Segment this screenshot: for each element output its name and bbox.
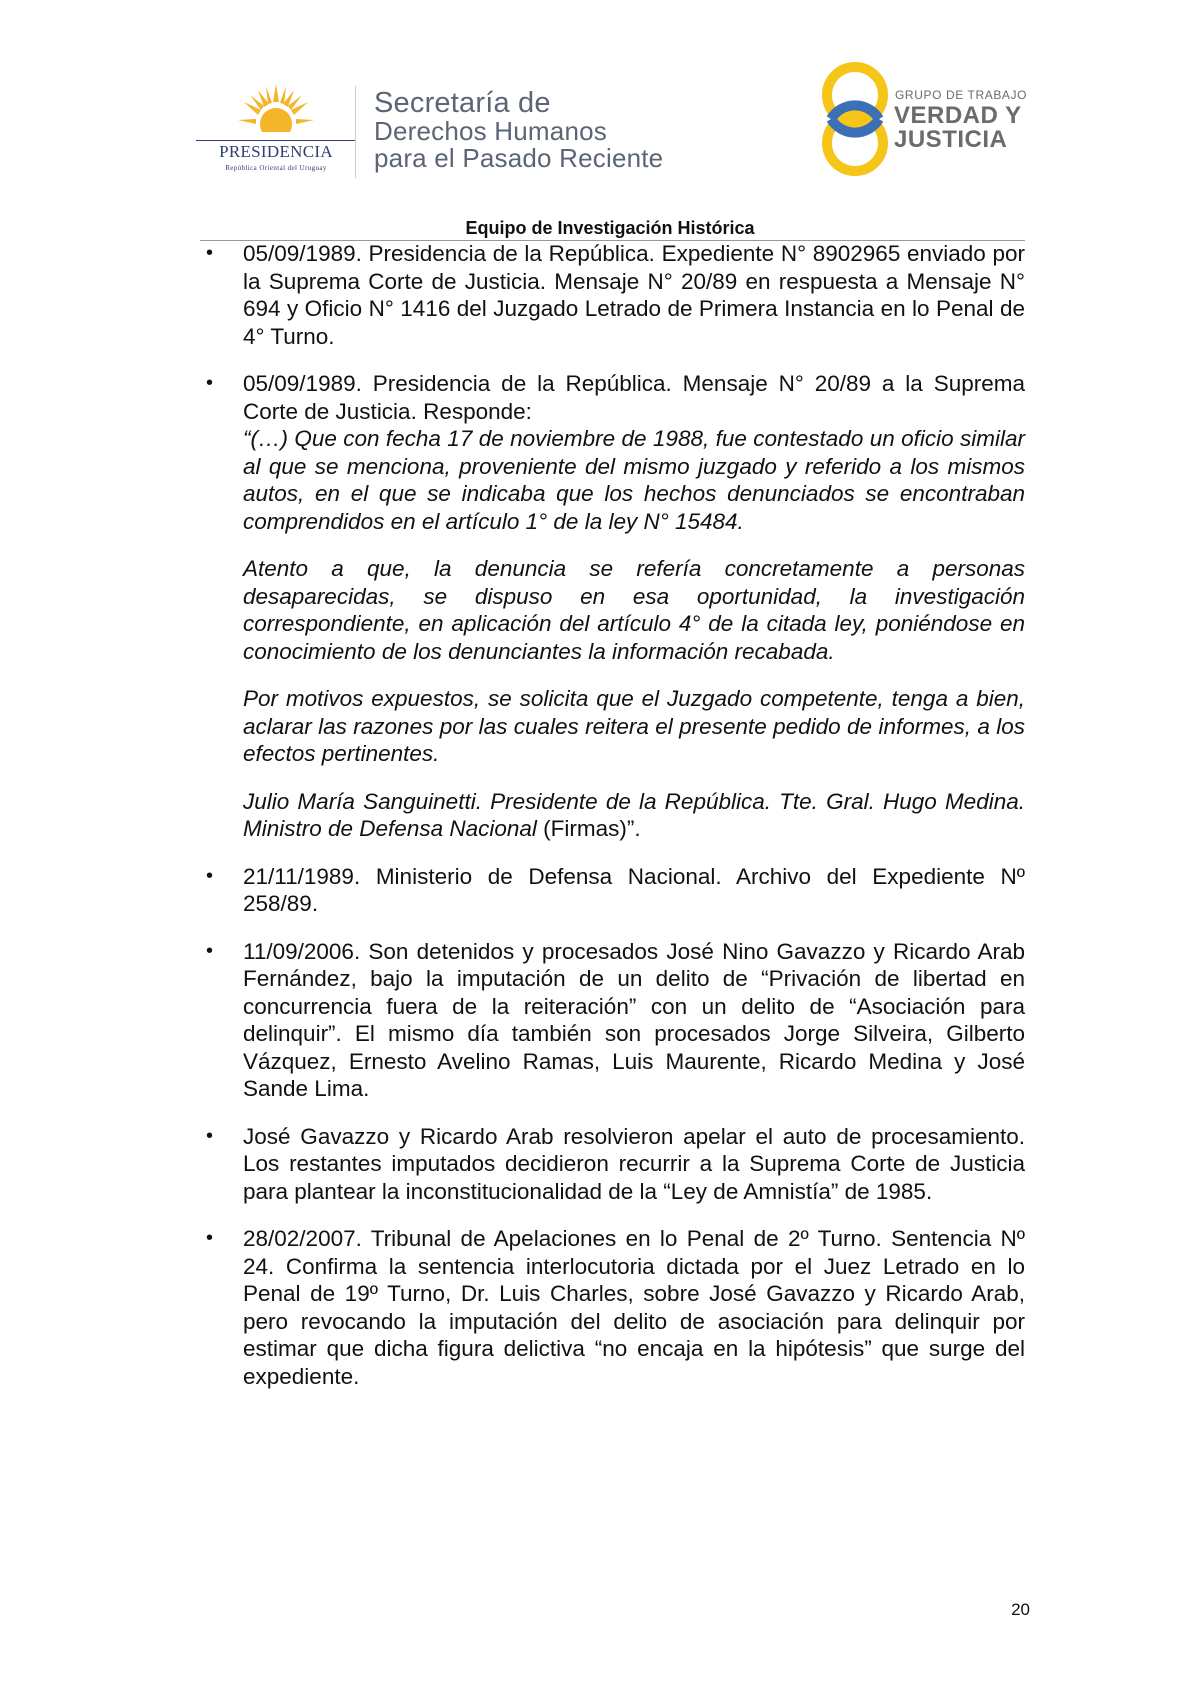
item-text: 05/09/1989. Presidencia de la República. Mensaje N° 20/89 a la Suprema Corte de Justicia. Responde: (243, 371, 1025, 424)
presidencia-rule (196, 140, 356, 141)
list-item (200, 938, 1025, 1103)
bullet: • (206, 372, 214, 394)
sun-icon (236, 82, 316, 140)
document-body (200, 240, 1025, 1410)
secretaria-line-3: para el Pasado Reciente (374, 143, 664, 173)
presidencia-name: PRESIDENCIA (219, 142, 333, 161)
presidencia-logo (196, 82, 356, 174)
page-number: 20 (1011, 1600, 1030, 1619)
verdad-label: VERDAD Y (894, 102, 1022, 129)
item-text: 28/02/2007. Tribunal de Apelaciones en lo Penal de 2º Turno. Sentencia Nº 24. Confirma la sentencia interlocutoria dictada por el Juez Letrado en lo Penal de 19º Turno, Dr. Luis Charles, sobre José Gavazzo y Ricardo Arab, pero revocando la imputación del delito de asociación para delinquir por estimar que dicha figura delictiva “no encaja en la hipótesis” que surge del expediente. (243, 1226, 1025, 1389)
list-item (200, 370, 1025, 843)
signature-names: Julio María Sanguinetti. Presidente de la República. Tte. Gral. Hugo Medina. Ministro de Defensa Nacional (243, 788, 1025, 841)
presidencia-subtitle: República Oriental del Uruguay (225, 164, 327, 172)
bullet: • (206, 242, 214, 264)
item-text: 11/09/2006. Son detenidos y procesados José Nino Gavazzo y Ricardo Arab Fernández, bajo la imputación de un delito de “Privación de libertad en concurrencia fuera de la reiteración” con un delito de “Asociación para delinquir”. El mismo día también son procesados Jorge Silveira, Gilberto Vázquez, Ernesto Avelino Ramas, Luis Maurente, Ricardo Medina y José Sande Lima. (243, 938, 1025, 1101)
quote-paragraph: Por motivos expuestos, se solicita que el Juzgado competente, tenga a bien, aclarar las razones por las cuales reitera el presente pedido de informes, a los efectos pertinentes. (243, 686, 1025, 766)
list-item (200, 240, 1025, 350)
list-item (200, 1225, 1025, 1390)
item-text: José Gavazzo y Ricardo Arab resolvieron apelar el auto de procesamiento. Los restantes imputados decidieron recurrir a la Suprema Corte de Justicia para plantear la inconstitucionalidad de la “Ley de Amnistía” de 1985. (243, 1123, 1025, 1204)
verdad-justicia-logo (815, 55, 1035, 185)
quote-paragraph: Atento a que, la denuncia se refería concretamente a personas desaparecidas, se dispuso en esa oportunidad, la investigación correspondiente, en aplicación del artículo 4° de la citada ley, poniéndose en conocimiento de los denunciantes la información recabada. (243, 556, 1025, 664)
list-item (200, 1123, 1025, 1206)
interlocked-rings-icon (815, 55, 895, 185)
grupo-trabajo-label: GRUPO DE TRABAJO (895, 88, 1028, 102)
signature-firmas: (Firmas)”. (536, 816, 641, 841)
quote-signature (243, 788, 1025, 843)
secretaria-line-2: Derechos Humanos (374, 116, 607, 146)
list-item (200, 863, 1025, 918)
bullet: • (206, 1227, 214, 1249)
team-title: Equipo de Investigación Histórica (465, 218, 755, 238)
bullet: • (206, 1124, 214, 1147)
item-text: 05/09/1989. Presidencia de la República. Expediente N° 8902965 enviado por la Suprema Corte de Justicia. Mensaje N° 20/89 en respuesta a Mensaje N° 694 y Oficio N° 1416 del Juzgado Letrado de Primera Instancia en lo Penal de 4° Turno. (243, 241, 1025, 349)
secretaria-line-1: Secretaría de (374, 87, 551, 119)
header-divider (355, 86, 356, 178)
item-text: 21/11/1989. Ministerio de Defensa Nacional. Archivo del Expediente Nº 258/89. (243, 863, 1025, 916)
bullet: • (206, 864, 214, 887)
justicia-label: JUSTICIA (894, 126, 1008, 153)
secretaria-title (374, 88, 663, 172)
page-header (0, 0, 1190, 238)
quote-paragraph: “(…) Que con fecha 17 de noviembre de 1988, fue contestado un oficio similar al que se menciona, proveniente del mismo juzgado y referido a los mismos autos, en el que se indicaba que los hechos denunciados se encontraban comprendidos en el artículo 1° de la ley N° 15484. (243, 426, 1025, 534)
bullet: • (206, 939, 214, 962)
